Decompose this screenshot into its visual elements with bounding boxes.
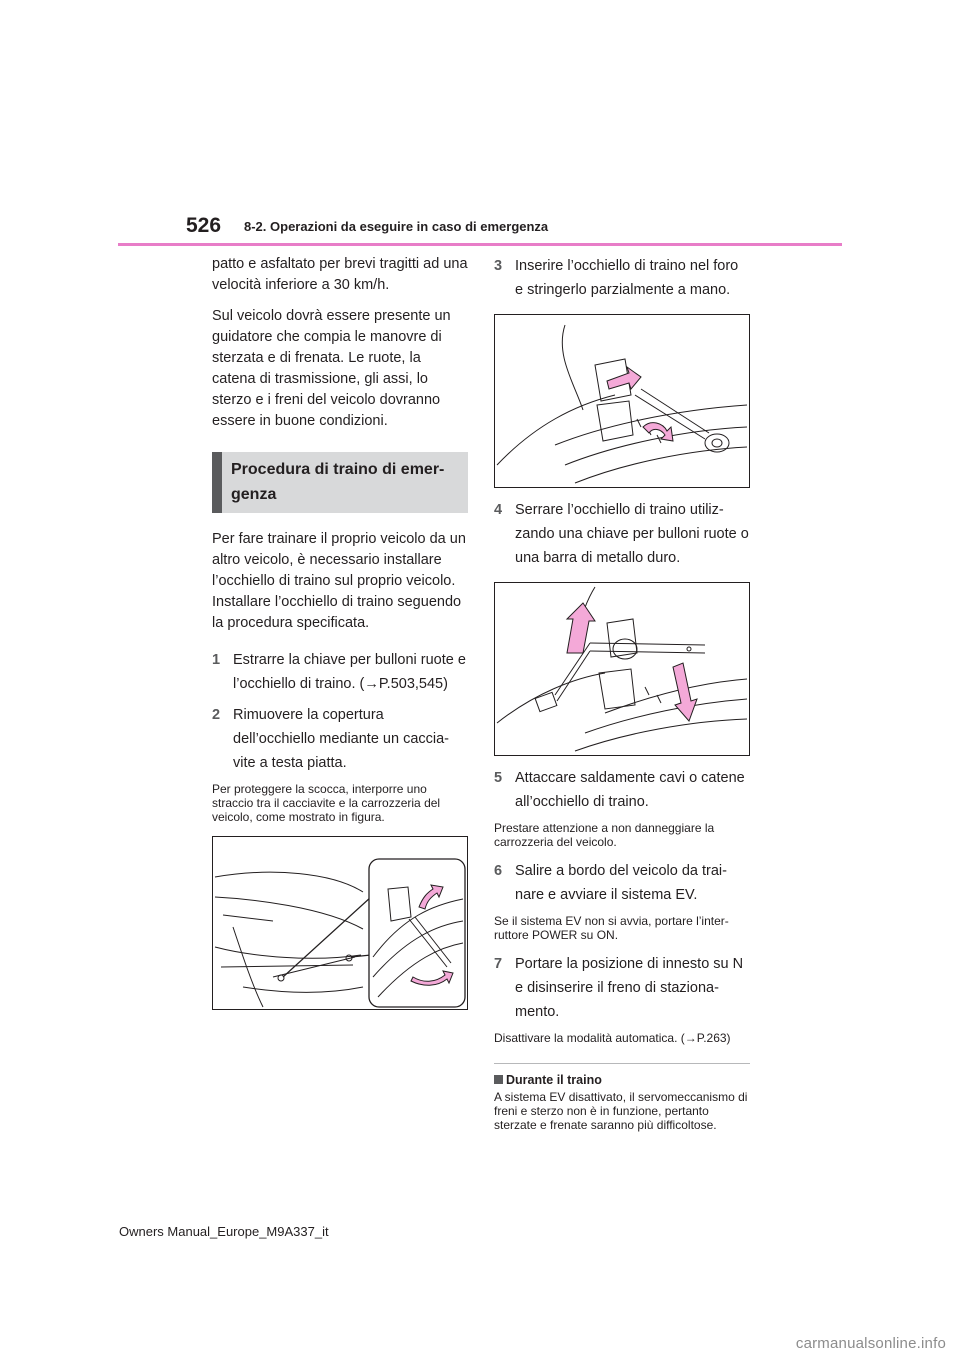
step-number: 7 <box>494 956 503 972</box>
note-step-7: Disattivare la modalità automatica. (→P.263) <box>494 1031 731 1045</box>
step-text: Salire a bordo del veicolo da trai-nare e avviare il sistema EV. <box>515 863 727 903</box>
section-heading-box <box>212 452 468 513</box>
note-step-5: Prestare attenzione a non danneggiare la carrozzeria del veicolo. <box>494 821 715 849</box>
illustration-tighten-eye <box>494 582 750 756</box>
tips-title-row <box>494 1072 750 1088</box>
note-step-6: Se il sistema EV non si avvia, portare l’inter-ruttore POWER su ON. <box>494 914 729 942</box>
left-column <box>212 254 468 1010</box>
wrench-tighten-drawing <box>495 583 749 755</box>
step-text: Serrare l’occhiello di traino utiliz-zando una chiave per bulloni ruote o una barra di metallo duro. <box>515 502 749 566</box>
square-bullet-icon <box>494 1075 503 1084</box>
step-number: 4 <box>494 502 503 518</box>
footer-manual-id: Owners Manual_Europe_M9A337_it <box>119 1224 329 1239</box>
step-4 <box>494 498 750 570</box>
note-protect-body: Per proteggere la scocca, interporre uno straccio tra il cacciavite e la carrozzeria del veicolo, come mostrato in figura. <box>212 782 441 824</box>
right-column <box>494 254 750 1142</box>
step-number: 1 <box>212 652 221 668</box>
header-rule <box>118 243 842 246</box>
step-3 <box>494 254 750 302</box>
paragraph-driver-requirements: Sul veicolo dovrà essere presente un guidatore che compia le manovre di sterzata e di frenata. Le ruote, la catena di trasmissione, gli assi, lo sterzo e i freni del veicolo dovranno essere in buone condizioni. <box>212 308 451 429</box>
paragraph-intro: Per fare trainare il proprio veicolo da un altro veicolo, è necessario installare l’occhiello di traino sul proprio veicolo. Installare l’occhiello di traino seguendo la procedura specificata. <box>212 531 466 631</box>
step-text: Rimuovere la copertura dell’occhiello mediante un caccia-vite a testa piatta. <box>233 707 450 771</box>
step-text: Attaccare saldamente cavi o catene all’occhiello di traino. <box>515 770 745 810</box>
car-front-screwdriver-drawing <box>213 837 467 1009</box>
step-number: 5 <box>494 770 503 786</box>
step-6 <box>494 859 750 907</box>
towing-eye-insert-drawing <box>495 315 749 487</box>
watermark: carmanualsonline.info <box>795 1335 946 1352</box>
step-1 <box>212 648 468 696</box>
section-title: 8-2. Operazioni da eseguire in caso di emergenza <box>244 219 549 234</box>
illustration-insert-eye <box>494 314 750 488</box>
step-text: Portare la posizione di innesto su N e disinserire il freno di staziona-mento. <box>515 956 744 1020</box>
step-text: Inserire l’occhiello di traino nel foro e stringerlo parzialmente a mano. <box>515 258 739 298</box>
step-number: 6 <box>494 863 503 879</box>
step-text: Estrarre la chiave per bulloni ruote e l’occhiello di traino. (→P.503,545) <box>233 652 466 692</box>
step-2 <box>212 703 468 775</box>
step-5 <box>494 766 750 814</box>
step-number: 2 <box>212 707 221 723</box>
tips-text: A sistema EV disattivato, il servomeccanismo di freni e sterzo non è in funzione, pertanto sterzate e frenate saranno più difficoltose. <box>494 1090 748 1132</box>
paragraph-road-conditions: patto e asfaltato per brevi tragitti ad una velocità inferiore a 30 km/h. <box>212 256 468 293</box>
section-heading: Procedura di traino di emer-genza <box>231 461 445 503</box>
illustration-remove-cover <box>212 836 468 1010</box>
step-number: 3 <box>494 258 503 274</box>
tips-title: Durante il traino <box>506 1073 602 1087</box>
step-7 <box>494 952 750 1024</box>
page-number: 526 <box>186 214 222 237</box>
tips-divider <box>494 1063 750 1064</box>
